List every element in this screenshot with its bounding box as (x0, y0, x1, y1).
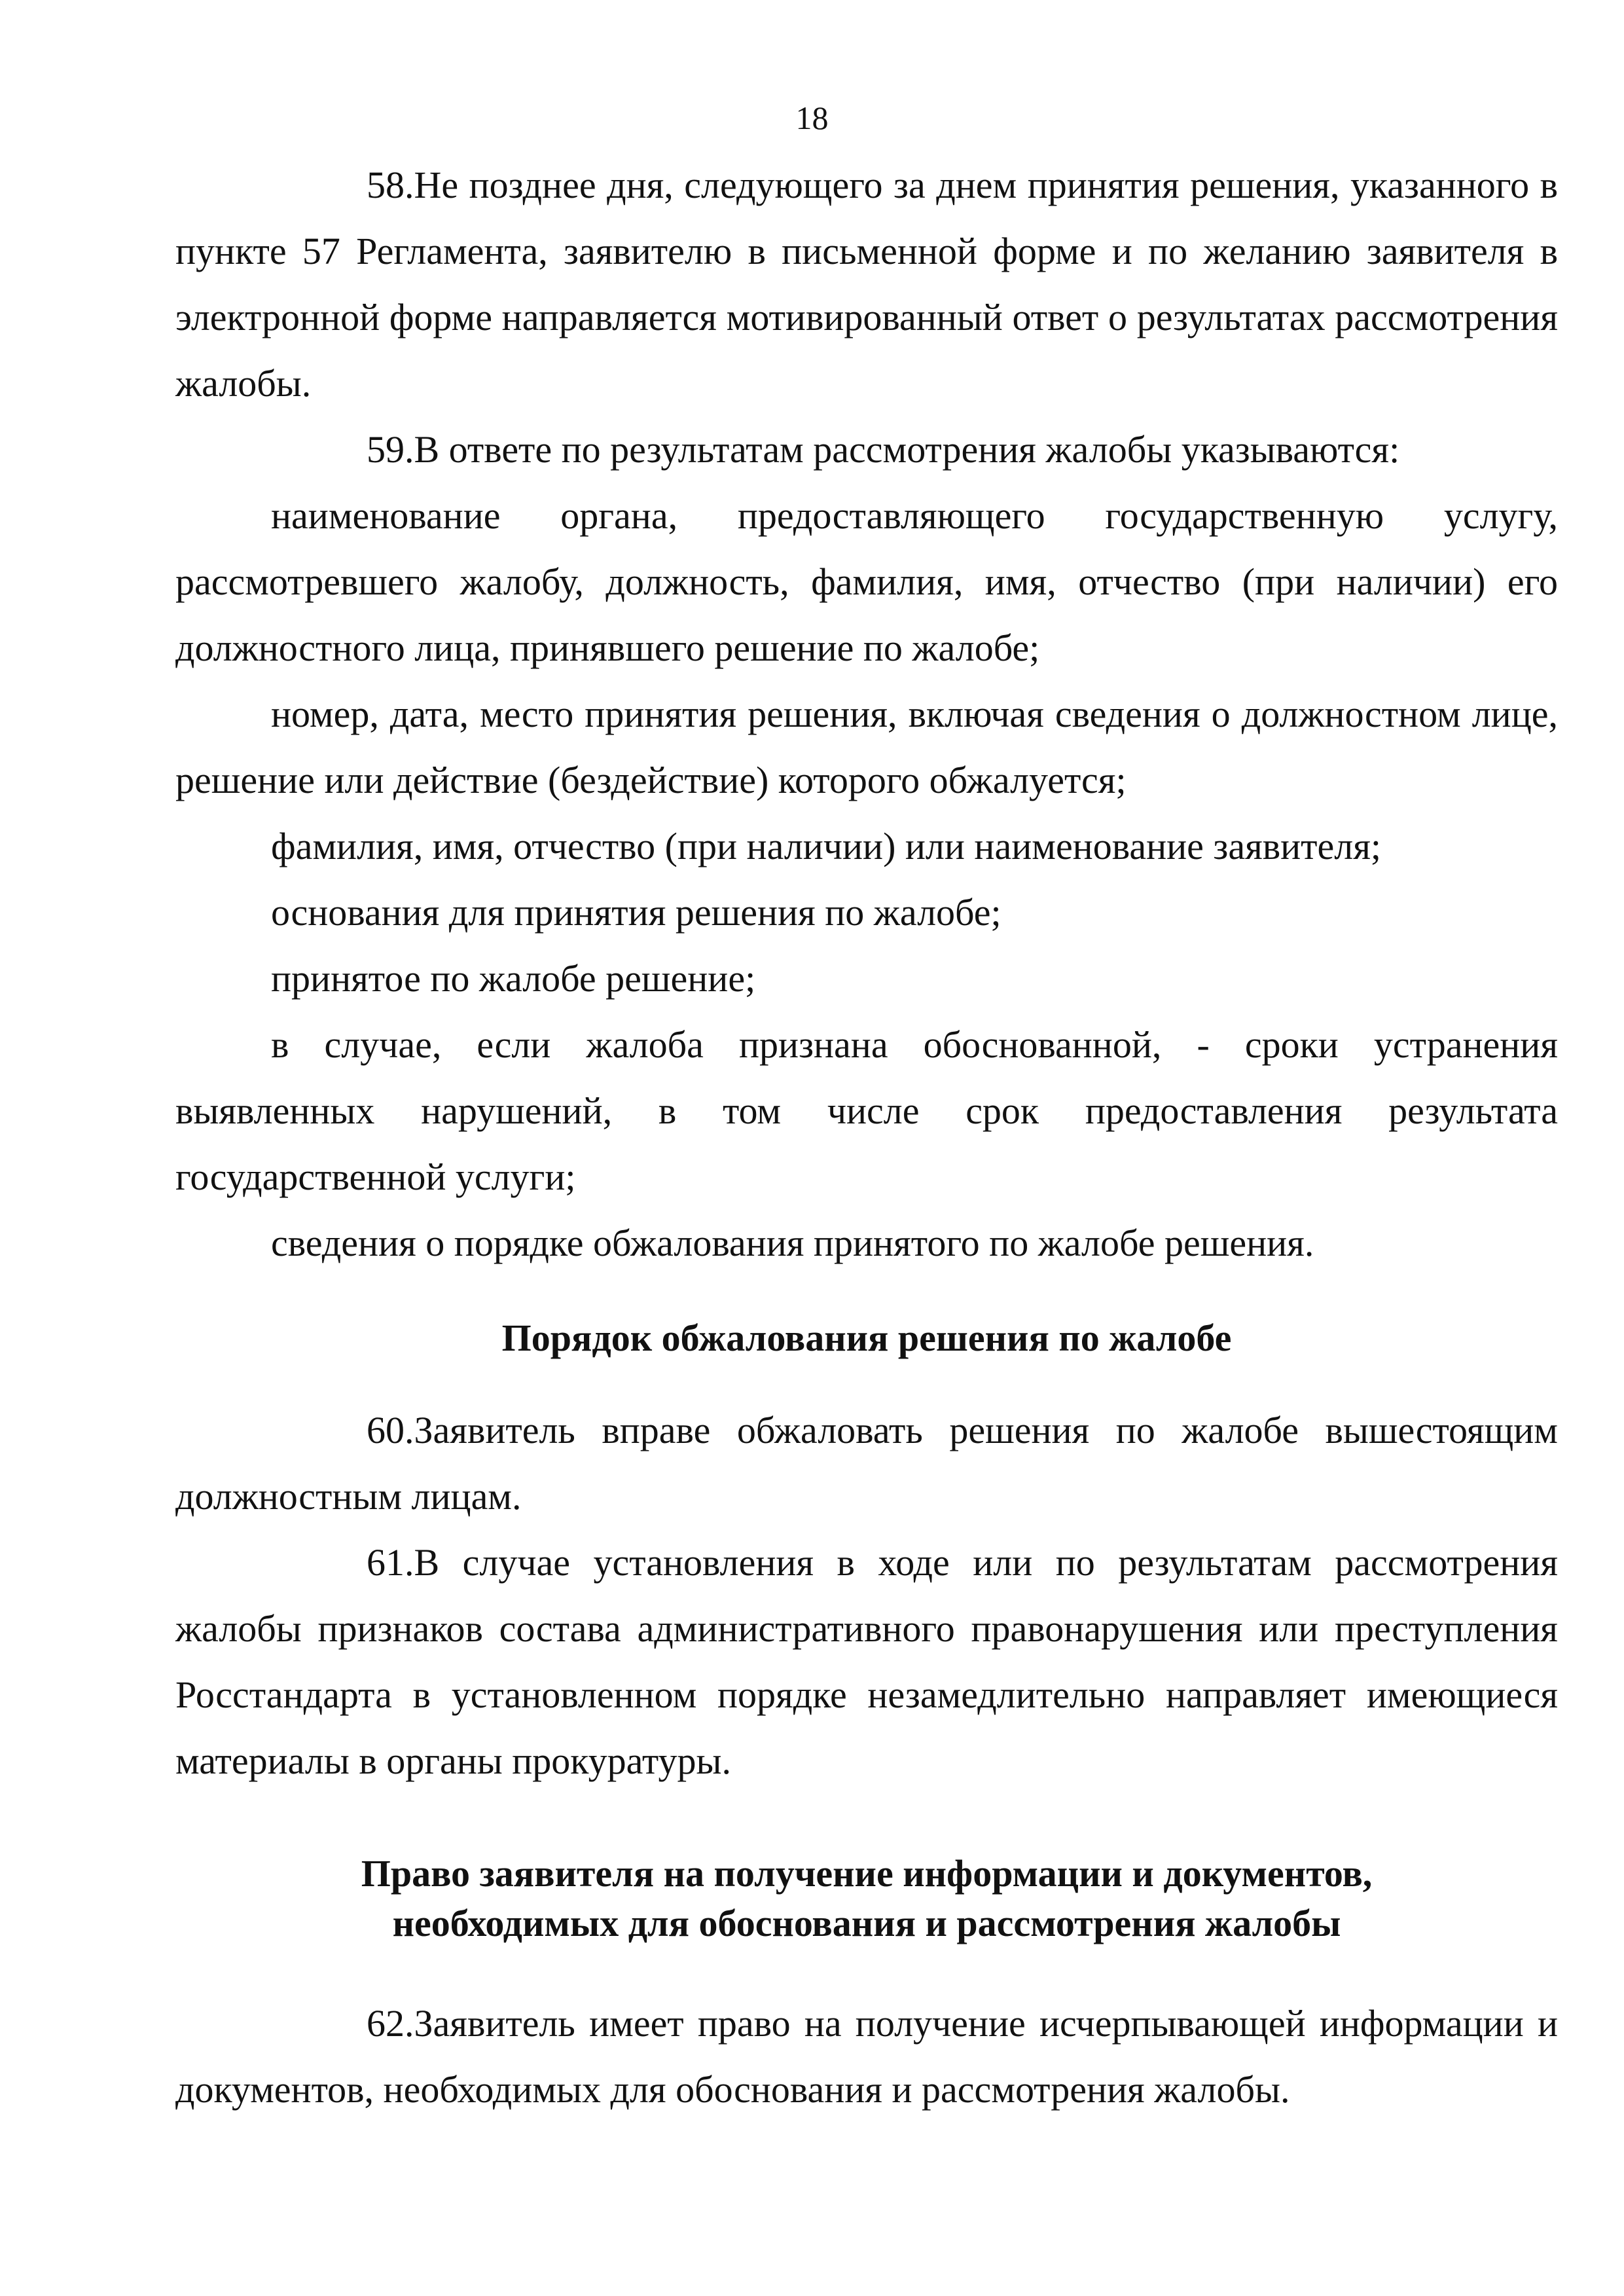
paragraph-number: 59. (367, 428, 414, 471)
document-body (175, 152, 1558, 2123)
paragraph-61 (175, 1529, 1558, 1794)
list-item: сведения о порядке обжалования принятого по жалобе решения. (271, 1222, 1314, 1264)
paragraph-text: В случае установления в ходе или по результатам рассмотрения жалобы признаков состава административного правонарушения или преступления Росстандарта в установленном порядке незамедлительно направляет имеющиеся материалы в органы прокуратуры. (175, 1541, 1558, 1782)
heading-line-2: необходимых для обоснования и рассмотрения жалобы (392, 1902, 1341, 1944)
paragraph-60 (175, 1397, 1558, 1529)
paragraph-number: 61. (367, 1541, 414, 1584)
heading-line-1: Право заявителя на получение информации и документов, (361, 1852, 1373, 1895)
list-item: номер, дата, место принятия решения, включая сведения о должностном лице, решение или действие (бездействие) которого обжалуется; (175, 693, 1558, 801)
paragraph-text: В ответе по результатам рассмотрения жалобы указываются: (414, 428, 1400, 471)
list-item: фамилия, имя, отчество (при наличии) или наименование заявителя; (271, 825, 1381, 867)
paragraph-62 (175, 1990, 1558, 2123)
page-number: 18 (795, 100, 829, 136)
list-item: в случае, если жалоба признана обоснованной, - сроки устранения выявленных нарушений, в том числе срок предоставления результата государственной услуги; (175, 1023, 1558, 1198)
list-item: основания для принятия решения по жалобе; (271, 891, 1001, 934)
paragraph-number: 60. (367, 1409, 414, 1451)
list-item: принятое по жалобе решение; (271, 957, 756, 1000)
section-heading-right-to-information (175, 1849, 1558, 1948)
list-item: наименование органа, предоставляющего государственную услугу, рассмотревшего жалобу, должность, фамилия, имя, отчество (при наличии) его должностного лица, принявшего решение по жалобе; (175, 494, 1558, 669)
paragraph-58 (175, 152, 1558, 416)
section-heading-appeal: Порядок обжалования решения по жалобе (501, 1317, 1232, 1359)
paragraph-text: Не позднее дня, следующего за днем принятия решения, указанного в пункте 57 Регламента, заявителю в письменной форме и по желанию заявителя в электронной форме направляется мотивированный ответ о результатах рассмотрения жалобы. (175, 164, 1558, 405)
paragraph-59 (175, 416, 1558, 483)
paragraph-text: Заявитель имеет право на получение исчерпывающей информации и документов, необходимых для обоснования и рассмотрения жалобы. (175, 2002, 1558, 2111)
paragraph-number: 58. (367, 164, 414, 206)
paragraph-text: Заявитель вправе обжаловать решения по жалобе вышестоящим должностным лицам. (175, 1409, 1558, 1518)
paragraph-number: 62. (367, 2002, 414, 2045)
